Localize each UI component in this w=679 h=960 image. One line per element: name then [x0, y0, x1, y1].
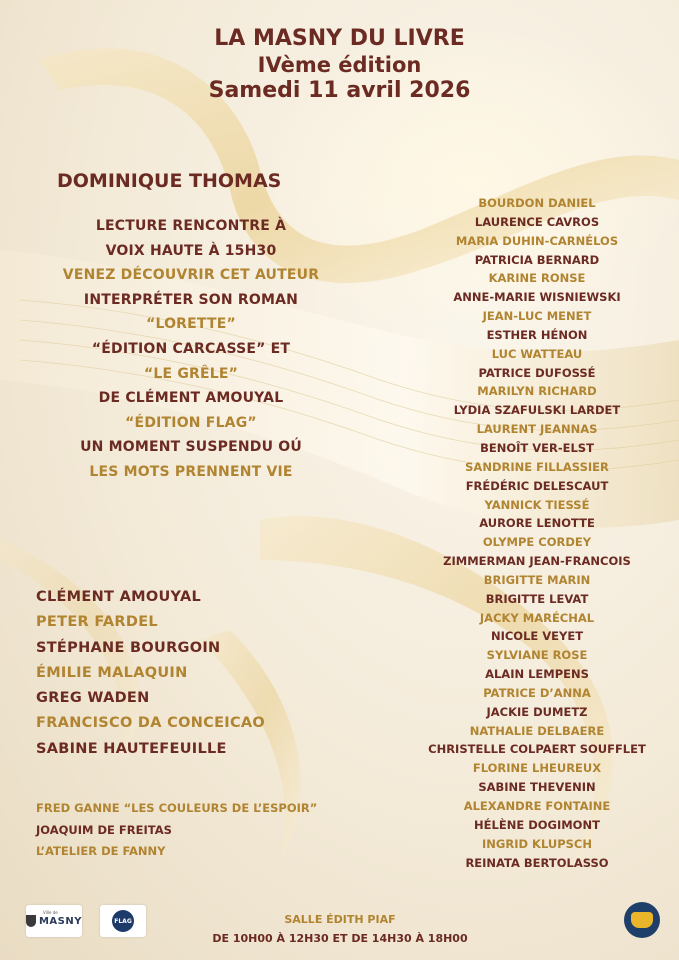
author-name: OLYMPE CORDEY [482, 535, 592, 550]
author-name: LYDIA SZAFULSKI LARDET [453, 403, 621, 418]
author-name: LAURENT JEANNAS [476, 422, 598, 437]
author-name: CHRISTELLE COLPAERT SOUFFLET [428, 742, 646, 757]
author-name: LUC WATTEAU [491, 346, 583, 361]
author-name: FRÉDÉRIC DELESCAUT [465, 478, 609, 493]
author-name: BRIGITTE MARIN [483, 572, 591, 587]
author-name: NICOLE VEYET [490, 629, 584, 644]
author-name: PATRICE D’ANNA [483, 685, 591, 700]
exhibitor-name: L’ATELIER DE FANNY [36, 844, 166, 858]
author-name: SABINE HAUTEFEUILLE [36, 740, 227, 757]
flag-logo-text: FLAG [114, 917, 132, 925]
exhibitors-list [36, 798, 317, 863]
author-name: BENOÎT VER-ELST [480, 440, 594, 455]
author-name: STÉPHANE BOURGOIN [36, 639, 221, 656]
description-line: “LORETTE” [146, 316, 236, 333]
description-line: UN MOMENT SUSPENDU OÚ [80, 439, 302, 456]
author-name: LAURENCE CAVROS [474, 214, 600, 229]
author-name: MARILYN RICHARD [477, 384, 597, 399]
authors-list-right [412, 194, 662, 872]
author-name: ZIMMERMAN JEAN-FRANCOIS [443, 554, 631, 569]
hours-text: DE 10H00 À 12H30 ET DE 14H30 À 18H00 [212, 932, 468, 945]
crest-icon [26, 915, 36, 927]
event-title: LA MASNY DU LIVRE [214, 26, 465, 51]
exhibitor-name: JOAQUIM DE FREITAS [36, 822, 172, 837]
event-date: Samedi 11 avril 2026 [208, 78, 471, 104]
author-name: ALAIN LEMPENS [485, 667, 589, 682]
author-name: PATRICE DUFOSSÉ [478, 365, 596, 380]
author-name: SANDRINE FILLASSIER [465, 459, 609, 474]
author-name: BOURDON DANIEL [478, 196, 596, 210]
venue-text: SALLE ÉDITH PIAF [284, 913, 396, 926]
author-name: CLÉMENT AMOUYAL [36, 589, 202, 605]
logo-text: MASNY [38, 915, 82, 927]
author-name: JEAN-LUC MENET [482, 309, 592, 324]
description-line: “LE GRÊLE” [143, 365, 239, 382]
flag-editions-logo [100, 905, 146, 937]
featured-description [36, 214, 346, 485]
description-line: “ÉDITION CARCASSE” ET [91, 340, 291, 357]
author-name: NATHALIE DELBAERE [469, 723, 605, 738]
author-name: INGRID KLUPSCH [482, 836, 592, 851]
description-line: VENEZ DÉCOUVRIR CET AUTEUR [62, 267, 320, 284]
description-line: INTERPRÉTER SON ROMAN [83, 291, 299, 308]
author-name: PETER FARDEL [36, 614, 158, 631]
author-name: KARINE RONSE [488, 271, 586, 286]
flag-icon [112, 910, 134, 932]
author-name: MARIA DUHIN-CARNÉLOS [455, 233, 619, 248]
author-name: HÉLÈNE DOGIMONT [474, 817, 600, 832]
author-name: JACKY MARÉCHAL [479, 610, 595, 625]
authors-list-left [36, 585, 265, 762]
description-line: VOIX HAUTE À 15H30 [105, 242, 277, 259]
author-name: ESTHER HÉNON [486, 327, 588, 342]
logo-small-text: Ville de [43, 910, 58, 915]
association-logo-icon [624, 902, 660, 938]
author-name: ALEXANDRE FONTAINE [463, 799, 611, 813]
description-line: DE CLÉMENT AMOUYAL [98, 390, 284, 407]
author-name: AURORE LENOTTE [479, 516, 595, 531]
description-line: LES MOTS PRENNENT VIE [89, 463, 293, 480]
author-name: ANNE-MARIE WISNIEWSKI [453, 290, 621, 305]
author-name: FRANCISCO DA CONCEICAO [36, 715, 266, 732]
author-name: SABINE THEVENIN [478, 780, 596, 795]
author-name: YANNICK TIESSÉ [484, 497, 590, 512]
author-name: JACKIE DUMETZ [486, 704, 588, 719]
event-header [0, 26, 679, 105]
association-emblem-icon [631, 912, 653, 928]
author-name: BRIGITTE LEVAT [485, 591, 589, 606]
author-name: PATRICIA BERNARD [474, 252, 600, 267]
author-name: GREG WADEN [36, 690, 150, 707]
exhibitor-name: FRED GANNE “LES COULEURS DE L’ESPOIR” [36, 801, 318, 815]
masny-town-logo [26, 905, 82, 937]
author-name: REINATA BERTOLASSO [465, 855, 609, 870]
event-footer [150, 910, 530, 948]
description-line: LECTURE RENCONTRE À [95, 218, 287, 234]
description-line: “ÉDITION FLAG” [125, 414, 257, 431]
author-name: FLORINE LHEUREUX [472, 761, 602, 776]
event-edition: IVème édition [257, 52, 422, 77]
featured-author-name: DOMINIQUE THOMAS [57, 170, 282, 192]
author-name: SYLVIANE ROSE [486, 648, 588, 663]
author-name: ÉMILIE MALAQUIN [36, 664, 188, 681]
